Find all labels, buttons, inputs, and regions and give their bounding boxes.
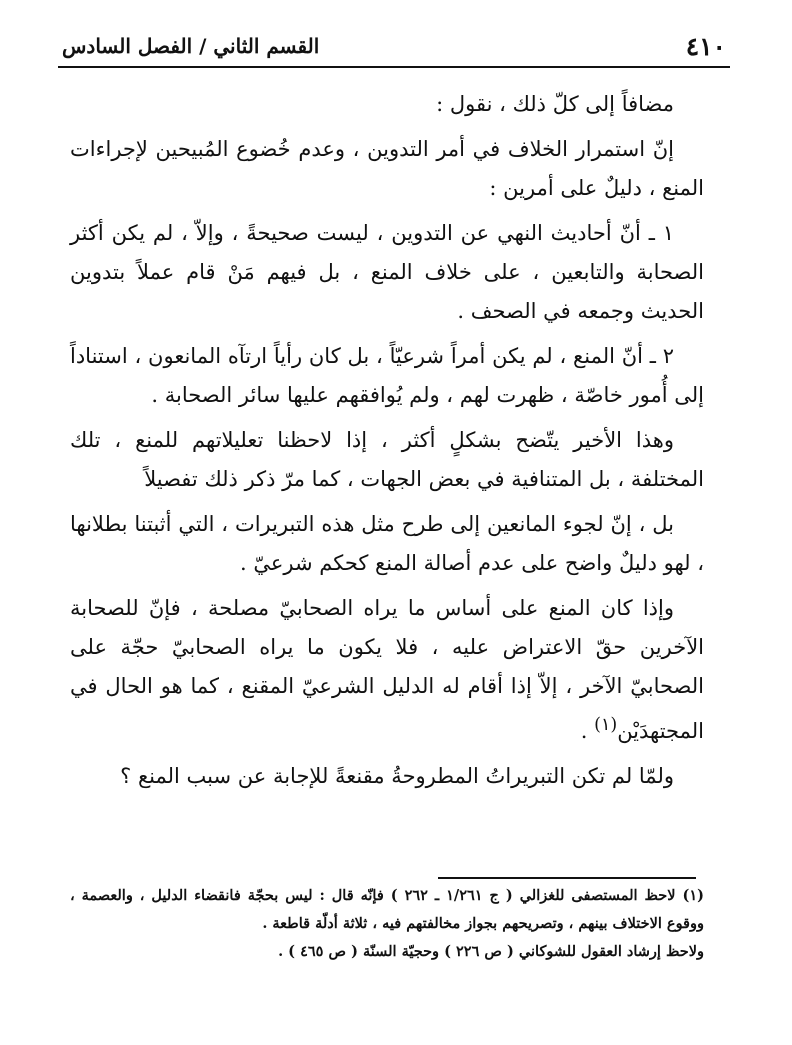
footnote-separator [438,877,696,879]
paragraph: وهذا الأخير يتّضح بشكلٍ أكثر ، إذا لاحظنا تعليلاتهم للمنع ، تلك المختلفة ، بل المتنافية في بعض الجهات ، كما مرّ ذكر ذلك تفصيلاً [70,428,704,491]
paragraph: إنّ استمرار الخلاف في أمر التدوين ، وعدم خُضوع المُبيحين لإجراءات المنع ، دليلٌ على أمرين : [70,137,704,200]
running-title: القسم الثاني / الفصل السادس [62,34,320,58]
footnotes [70,882,704,966]
paragraph: ١ ـ أنّ أحاديث النهي عن التدوين ، ليست صحيحةً ، وإلاّ ، لم يكن أكثر الصحابة والتابعين ، على خلاف المنع ، بل فيهم مَنْ قام عملاً بتدوين الحديث وجمعه في الصحف . [70,221,704,323]
footnote-reference[interactable]: (١) [594,715,618,735]
paragraph: ولمّا لم تكن التبريراتُ المطروحةُ مقنعةً للإجابة عن سبب المنع ؟ [120,764,674,788]
page-number: ٤١٠ [685,32,726,61]
footnote: (١) لاحظ المستصفى للغزالي ( ج ١/٢٦١ ـ ٢٦٢ ) فإنّه قال : ليس بحجّة فانقضاء الدليل ، والعصمة ، ووقوع الاختلاف بينهم ، وتصريحهم بجواز مخالفتهم فيه ، ثلاثة أدلّة قاطعة . [70,887,704,932]
page-header [58,22,730,68]
paragraph [70,589,704,751]
main-text [70,85,704,802]
paragraph-end: . [580,719,595,743]
paragraph: بل ، إنّ لجوء المانعين إلى طرح مثل هذه التبريرات ، التي أثبتنا بطلانها ، لهو دليلٌ واضح على عدم أصالة المنع كحكم شرعيّ . [70,512,704,575]
paragraph-text: وإذا كان المنع على أساس ما يراه الصحابيّ مصلحة ، فإنّ للصحابة الآخرين حقّ الاعتراض عليه ، فلا يكون ما يراه الصحابيّ حجّة على الصحابيّ الآخر ، إلاّ إذا أقام له الدليل الشرعيّ المقنع ، كما هو الحال في المجتهدَيْن [70,596,704,743]
paragraph: مضافاً إلى كلّ ذلك ، نقول : [436,92,674,116]
footnote: ولاحظ إرشاد العقول للشوكاني ( ص ٢٢٦ ) وحجيّة السنّة ( ص ٤٦٥ ) . [278,943,704,960]
paragraph: ٢ ـ أنّ المنع ، لم يكن أمراً شرعيّاً ، بل كان رأياً ارتآه المانعون ، استناداً إلى أُمور خاصّة ، ظهرت لهم ، ولم يُوافقهم عليها سائر الصحابة . [70,344,704,407]
